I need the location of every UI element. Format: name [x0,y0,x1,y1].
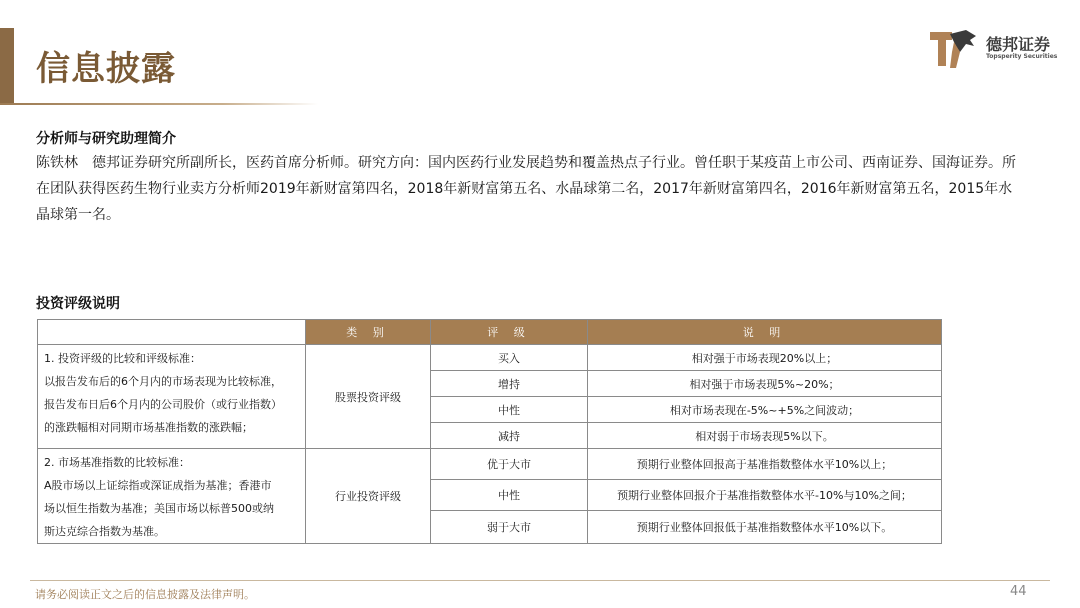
logo-mark-icon [930,28,980,72]
rating-cell: 中性 [431,479,588,510]
logo-company-name: 德邦证券 [986,35,1051,54]
rating-table [37,319,942,544]
rating-cell: 增持 [431,371,588,397]
page-title: 信息披露 [36,49,176,89]
header-category: 类 别 [306,320,431,345]
description-cell: 相对弱于市场表现5%以下。 [588,423,942,449]
rating-cell: 买入 [431,345,588,371]
criteria-cell-industry [38,449,306,544]
header-rating: 评 级 [431,320,588,345]
description-cell: 相对强于市场表现20%以上； [588,345,942,371]
rating-cell: 弱于大市 [431,510,588,543]
criteria-cell-stock [38,345,306,449]
description-cell: 预期行业整体回报高于基准指数整体水平10%以上； [588,449,942,480]
page-number: 44 [1010,584,1027,599]
rating-cell: 优于大市 [431,449,588,480]
description-cell: 预期行业整体回报低于基准指数整体水平10%以下。 [588,510,942,543]
title-accent-bar [0,28,14,104]
footer-divider [30,580,1050,581]
description-cell: 预期行业整体回报介于基准指数整体水平-10%与10%之间； [588,479,942,510]
criteria-line: A股市场以上证综指或深证成指为基准；香港市 [44,479,272,492]
logo-tagline: Topsperity Securities [986,53,1058,60]
rating-cell: 减持 [431,423,588,449]
analyst-bio: 陈铁林 德邦证券研究所副所长，医药首席分析师。研究方向：国内医药行业发展趋势和覆盖热点子行业。曾任职于某疫苗上市公司、西南证券、国海证券。所在团队获得医药生物行业卖方分析师2019年新财富第四名，2018年新财富第五名、水晶球第二名，2017年新财富第四名，2016年新财富第五名，2015年水晶球第一名。 [36,155,1016,223]
description-cell: 相对强于市场表现5%~20%； [588,371,942,397]
title-underline [0,103,318,105]
rating-section-heading: 投资评级说明 [36,296,120,312]
rating-cell: 中性 [431,397,588,423]
criteria-line: 报告发布日后6个月内的公司股价（或行业指数） [44,398,282,411]
footer-disclaimer: 请务必阅读正文之后的信息披露及法律声明。 [35,588,255,601]
table-row [38,449,942,480]
category-stock: 股票投资评级 [306,345,431,449]
category-industry: 行业投资评级 [306,449,431,544]
criteria-line: 斯达克综合指数为基准。 [44,525,165,538]
criteria-line: 场以恒生指数为基准；美国市场以标普500或纳 [44,502,274,515]
analyst-section-heading: 分析师与研究助理简介 [36,131,176,147]
description-cell: 相对市场表现在-5%~+5%之间波动； [588,397,942,423]
header-blank-cell [38,320,306,345]
criteria-line: 1. 投资评级的比较和评级标准： [44,352,201,365]
table-row [38,345,942,371]
criteria-line: 以报告发布后的6个月内的市场表现为比较标准， [44,375,282,388]
criteria-line: 2. 市场基准指数的比较标准： [44,456,190,469]
criteria-line: 的涨跌幅相对同期市场基准指数的涨跌幅； [44,421,253,434]
header-description: 说 明 [588,320,942,345]
company-logo [930,28,1058,72]
table-header-row [38,320,942,345]
